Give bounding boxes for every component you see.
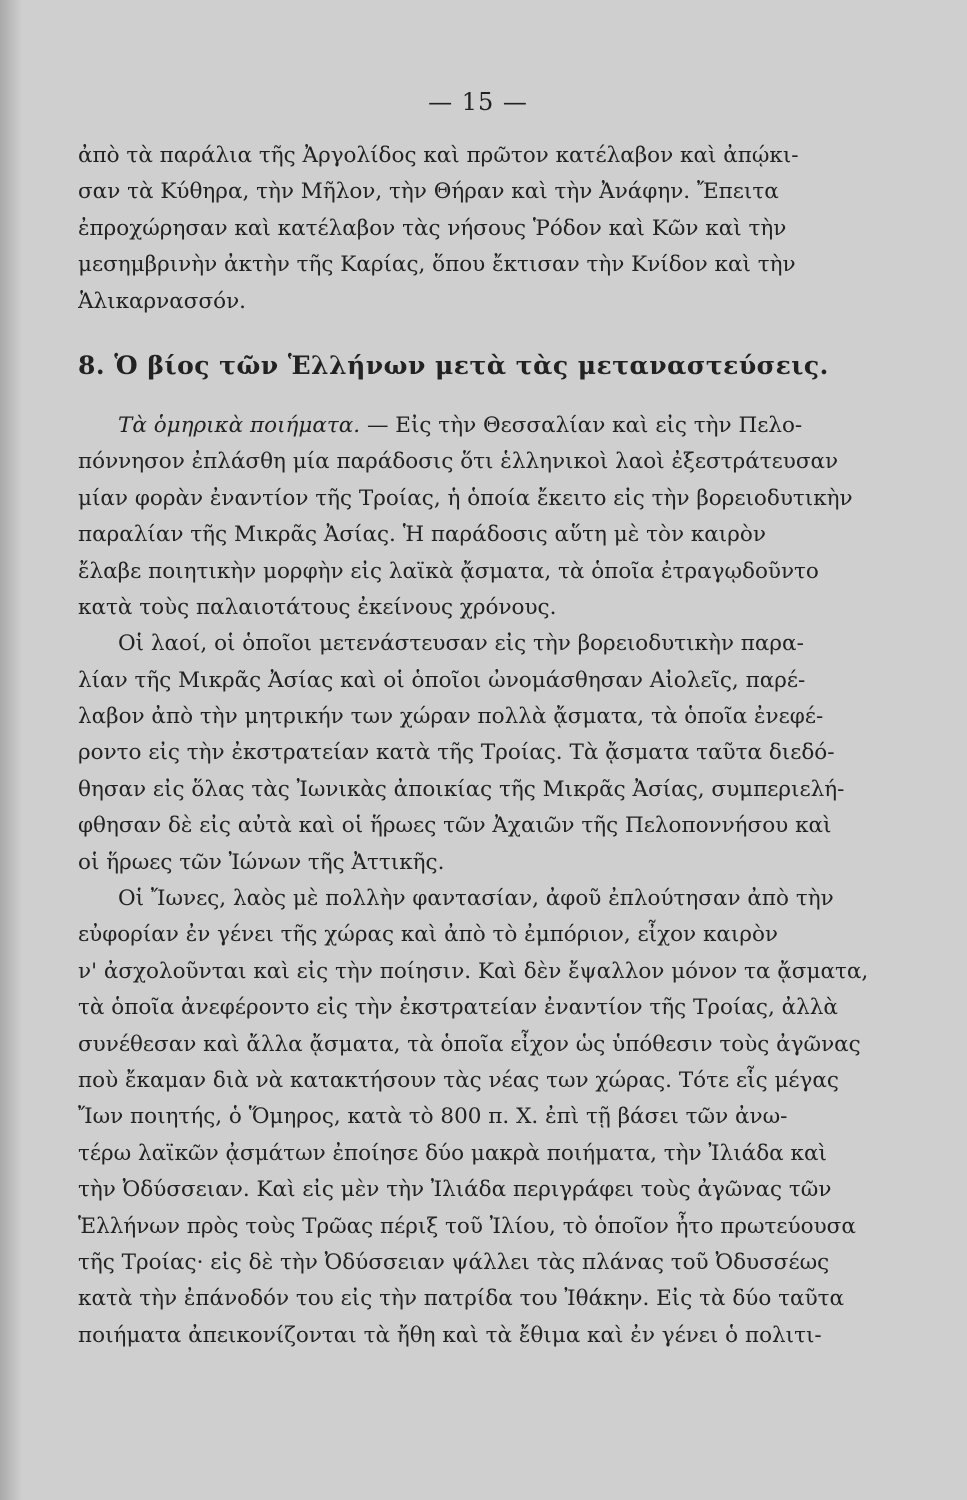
text-line: Ἁλικαρνασσόν. bbox=[78, 288, 246, 314]
text-line: τὴν Ὀδύσσειαν. Καὶ εἰς μὲν τὴν Ἰλιάδα περιγράφει τοὺς ἀγῶνας τῶν bbox=[78, 1177, 832, 1203]
text-line: ν' ἀσχολοῦνται καὶ εἰς τὴν ποίησιν. Καὶ δὲν ἔψαλλον μόνον τα ᾄσματα, bbox=[78, 958, 869, 984]
text-line: λαβον ἀπὸ τὴν μητρικήν των χώραν πολλὰ ᾄσματα, τὰ ὁποῖα ἐνεφέ- bbox=[78, 704, 824, 730]
text-line: φθησαν δὲ εἰς αὐτὰ καὶ οἱ ἥρωες τῶν Ἀχαιῶν τῆς Πελοποννήσου καὶ bbox=[78, 813, 832, 839]
text-line: Οἱ λαοί, οἱ ὁποῖοι μετενάστευσαν εἰς τὴν βορειοδυτικὴν παρα- bbox=[118, 631, 804, 657]
paragraph-1 bbox=[78, 408, 878, 626]
text-line: σαν τὰ Κύθηρα, τὴν Μῆλον, τὴν Θήραν καὶ τὴν Ἀνάφην. Ἔπειτα bbox=[78, 179, 779, 205]
text-line: Ἴων ποιητής, ὁ Ὅμηρος, κατὰ τὸ 800 π. Χ. ἐπὶ τῇ βάσει τῶν ἀνω- bbox=[78, 1104, 788, 1130]
text-line: εὐφορίαν ἐν γένει τῆς χώρας καὶ ἀπὸ τὸ ἐμπόριον, εἶχον καιρὸν bbox=[78, 922, 778, 948]
text-line: τέρω λαϊκῶν ᾀσμάτων ἐποίησε δύο μακρὰ ποιήματα, τὴν Ἰλιάδα καὶ bbox=[78, 1140, 827, 1166]
text-line: ροντο εἰς τὴν ἐκστρατείαν κατὰ τῆς Τροίας. Τὰ ᾄσματα ταῦτα διεδό- bbox=[78, 740, 835, 766]
text-line: ποιήματα ἀπεικονίζονται τὰ ἤθη καὶ τὰ ἔθιμα καὶ ἐν γένει ὁ πολιτι- bbox=[78, 1322, 822, 1348]
text-line: παραλίαν τῆς Μικρᾶς Ἀσίας. Ἡ παράδοσις αὕτη μὲ τὸν καιρὸν bbox=[78, 522, 766, 548]
paragraph-top bbox=[78, 138, 878, 320]
text-line bbox=[78, 408, 878, 444]
section-heading: 8. Ὁ βίος τῶν Ἑλλήνων μετὰ τὰς μεταναστεύσεις. bbox=[78, 350, 829, 380]
text-line: οἱ ἥρωες τῶν Ἰώνων τῆς Ἀττικῆς. bbox=[78, 849, 445, 875]
text-line: ἀπὸ τὰ παράλια τῆς Ἀργολίδος καὶ πρῶτον κατέλαβον καὶ ἀπῴκι- bbox=[78, 143, 799, 168]
page-content bbox=[78, 88, 878, 1354]
page-gutter bbox=[0, 0, 22, 1500]
text-line: συνέθεσαν καὶ ἄλλα ᾄσματα, τὰ ὁποῖα εἶχον ὡς ὑπόθεσιν τοὺς ἀγῶνας bbox=[78, 1031, 861, 1057]
text-line: πόννησον ἐπλάσθη μία παράδοσις ὅτι ἑλληνικοὶ λαοὶ ἐξεστράτευσαν bbox=[78, 449, 839, 475]
text-line: ἔλαβε ποιητικὴν μορφὴν εἰς λαϊκὰ ᾄσματα, τὰ ὁποῖα ἐτραγῳδοῦντο bbox=[78, 558, 819, 584]
text-line: τῆς Τροίας· εἰς δὲ τὴν Ὀδύσσειαν ψάλλει τὰς πλάνας τοῦ Ὀδυσσέως bbox=[78, 1249, 830, 1275]
text-line: ἐπροχώρησαν καὶ κατέλαβον τὰς νήσους Ῥόδον καὶ Κῶν καὶ τὴν bbox=[78, 215, 787, 241]
text-line: κατὰ τὴν ἐπάνοδόν του εἰς τὴν πατρίδα του Ἰθάκην. Εἰς τὰ δύο ταῦτα bbox=[78, 1286, 845, 1312]
text-line: θησαν εἰς ὅλας τὰς Ἰωνικὰς ἀποικίας τῆς Μικρᾶς Ἀσίας, συμπεριελή- bbox=[78, 776, 845, 802]
paragraph-3 bbox=[78, 881, 878, 1354]
text-line: μεσημβρινὴν ἀκτὴν τῆς Καρίας, ὅπου ἔκτισαν τὴν Κνίδον καὶ τὴν bbox=[78, 252, 796, 278]
text-run: — Εἰς τὴν Θεσσαλίαν καὶ εἰς τὴν Πελο- bbox=[360, 412, 803, 438]
text-line: ποὺ ἔκαμαν διὰ νὰ κατακτήσουν τὰς νέας των χώρας. Τότε εἷς μέγας bbox=[78, 1067, 839, 1093]
subheading: Τὰ ὁμηρικὰ ποιήματα. bbox=[118, 412, 361, 438]
text-line: Οἱ Ἴωνες, λαὸς μὲ πολλὴν φαντασίαν, ἀφοῦ ἐπλούτησαν ἀπὸ τὴν bbox=[118, 886, 834, 912]
text-line: λίαν τῆς Μικρᾶς Ἀσίας καὶ οἱ ὁποῖοι ὠνομάσθησαν Αἰολεῖς, παρέ- bbox=[78, 667, 806, 693]
text-line: κατὰ τοὺς παλαιοτάτους ἐκείνους χρόνους. bbox=[78, 594, 557, 620]
paragraph-2 bbox=[78, 626, 878, 881]
text-line: τὰ ὁποῖα ἀνεφέροντο εἰς τὴν ἐκστρατείαν ἐναντίον τῆς Τροίας, ἀλλὰ bbox=[78, 995, 838, 1021]
text-line: Ἑλλήνων πρὸς τοὺς Τρῶας πέριξ τοῦ Ἰλίου, τὸ ὁποῖον ἦτο πρωτεύουσα bbox=[78, 1213, 856, 1239]
page-number: — 15 — bbox=[428, 88, 528, 116]
text-line: μίαν φορὰν ἐναντίον τῆς Τροίας, ἡ ὁποία ἔκειτο εἰς τὴν βορειοδυτικὴν bbox=[78, 485, 853, 511]
